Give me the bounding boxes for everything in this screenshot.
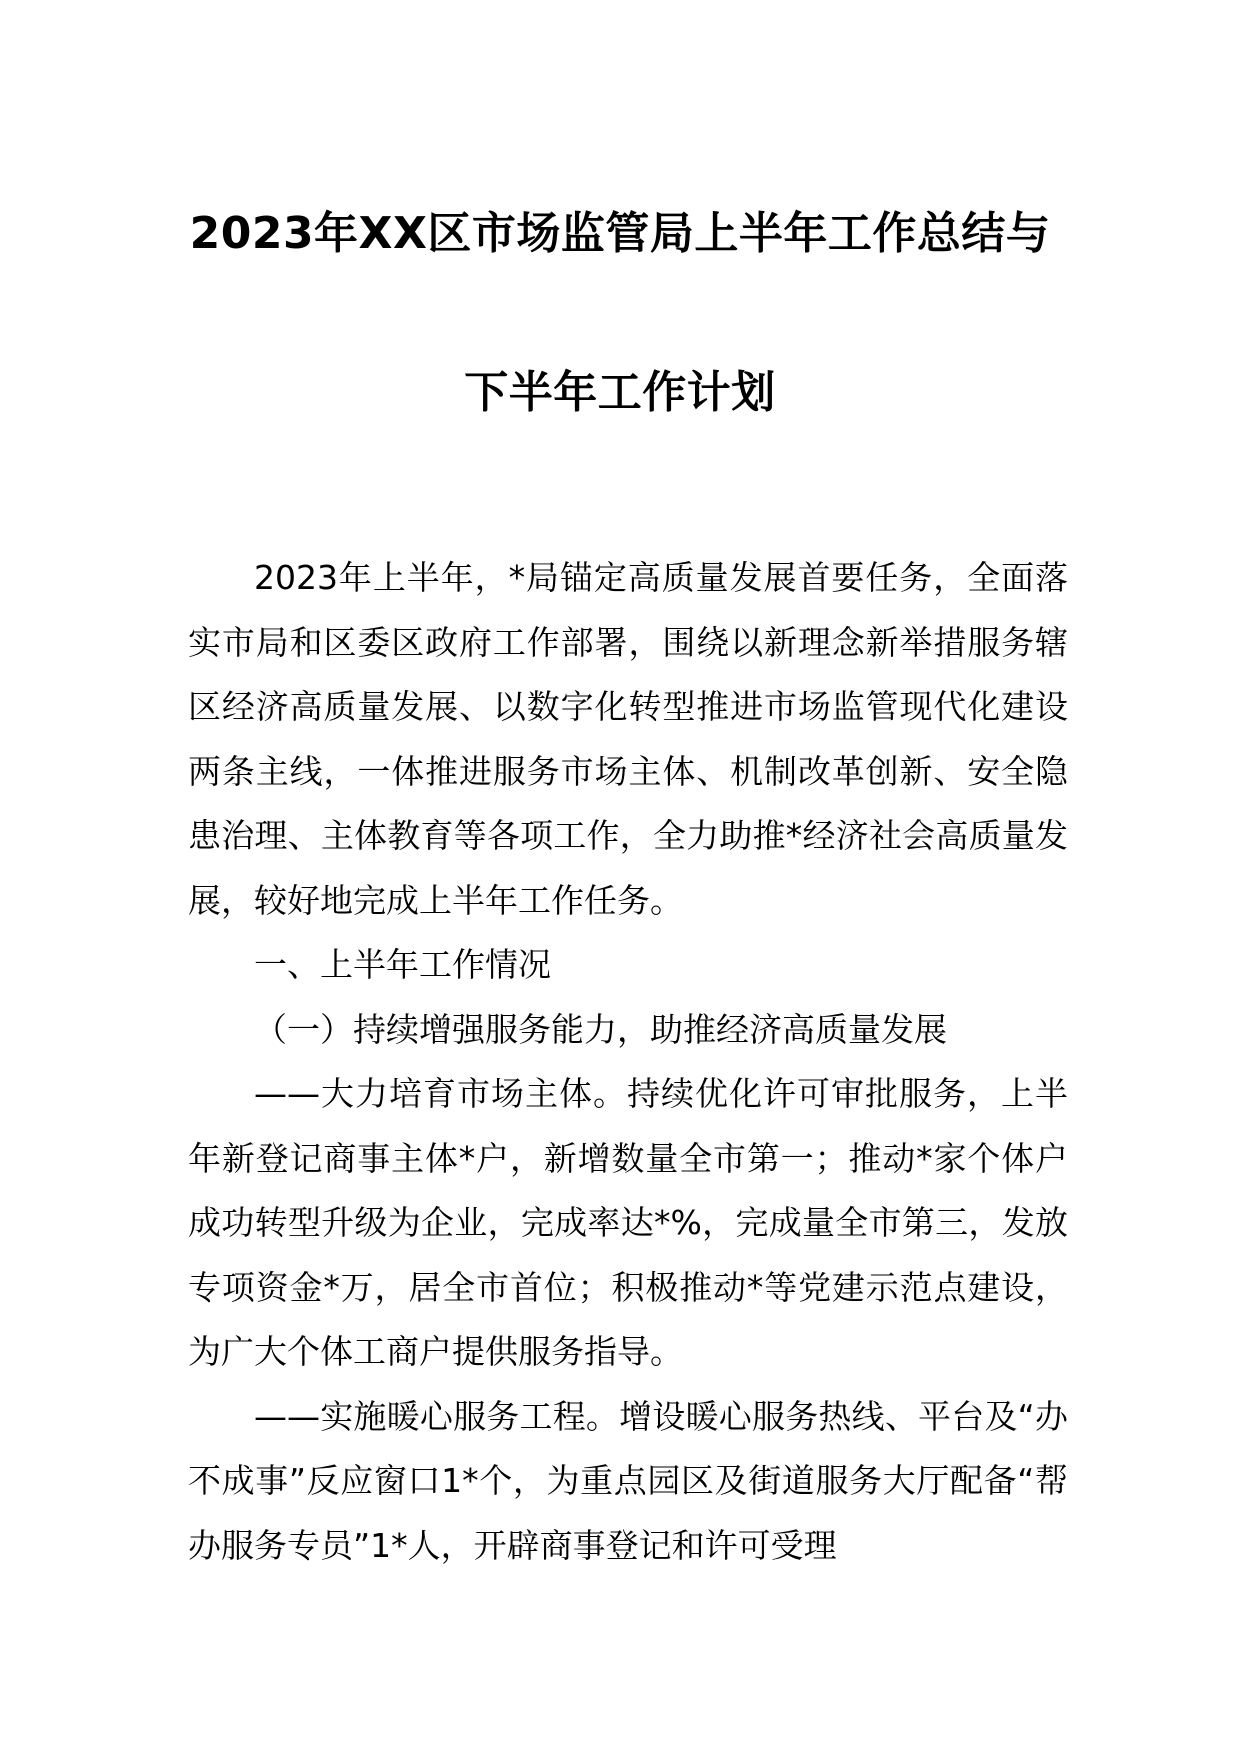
section-heading: 一、上半年工作情况 <box>254 945 551 984</box>
warm-service-paragraph: ——实施暖心服务工程。增设暖心服务热线、平台及“办不成事”反应窗口1*个，为重点园区及街道服务大厅配备“帮办服务专员”1*人，开辟商事登记和许可受理 <box>188 1396 1068 1565</box>
subsection-heading: （一）持续增强服务能力，助推经济高质量发展 <box>254 1009 947 1049</box>
document-title-line-1: 2023年XX区市场监管局上半年工作总结与 <box>189 208 1051 259</box>
intro-paragraph: 2023年上半年，*局锚定高质量发展首要任务，全面落实市局和区委区政府工作部署，围绕以新理念新举措服务辖区经济高质量发展、以数字化转型推进市场监管现代化建设两条主线，一体推进服务市场主体、机制改革创新、安全隐患治理、主体教育等各项工作，全力助推*经济社会高质量发展，较好地完成上半年工作任务。 <box>188 558 1068 920</box>
market-entity-paragraph: ——大力培育市场主体。持续优化许可审批服务，上半年新登记商事主体*户，新增数量全市第一；推动*家个体户成功转型升级为企业，完成率达*%，完成量全市第三，发放专项资金*万，居全市首位；积极推动*等党建示范点建设，为广大个体工商户提供服务指导。 <box>188 1074 1068 1371</box>
document-title-line-2: 下半年工作计划 <box>464 367 776 418</box>
document-body <box>188 546 1068 1578</box>
